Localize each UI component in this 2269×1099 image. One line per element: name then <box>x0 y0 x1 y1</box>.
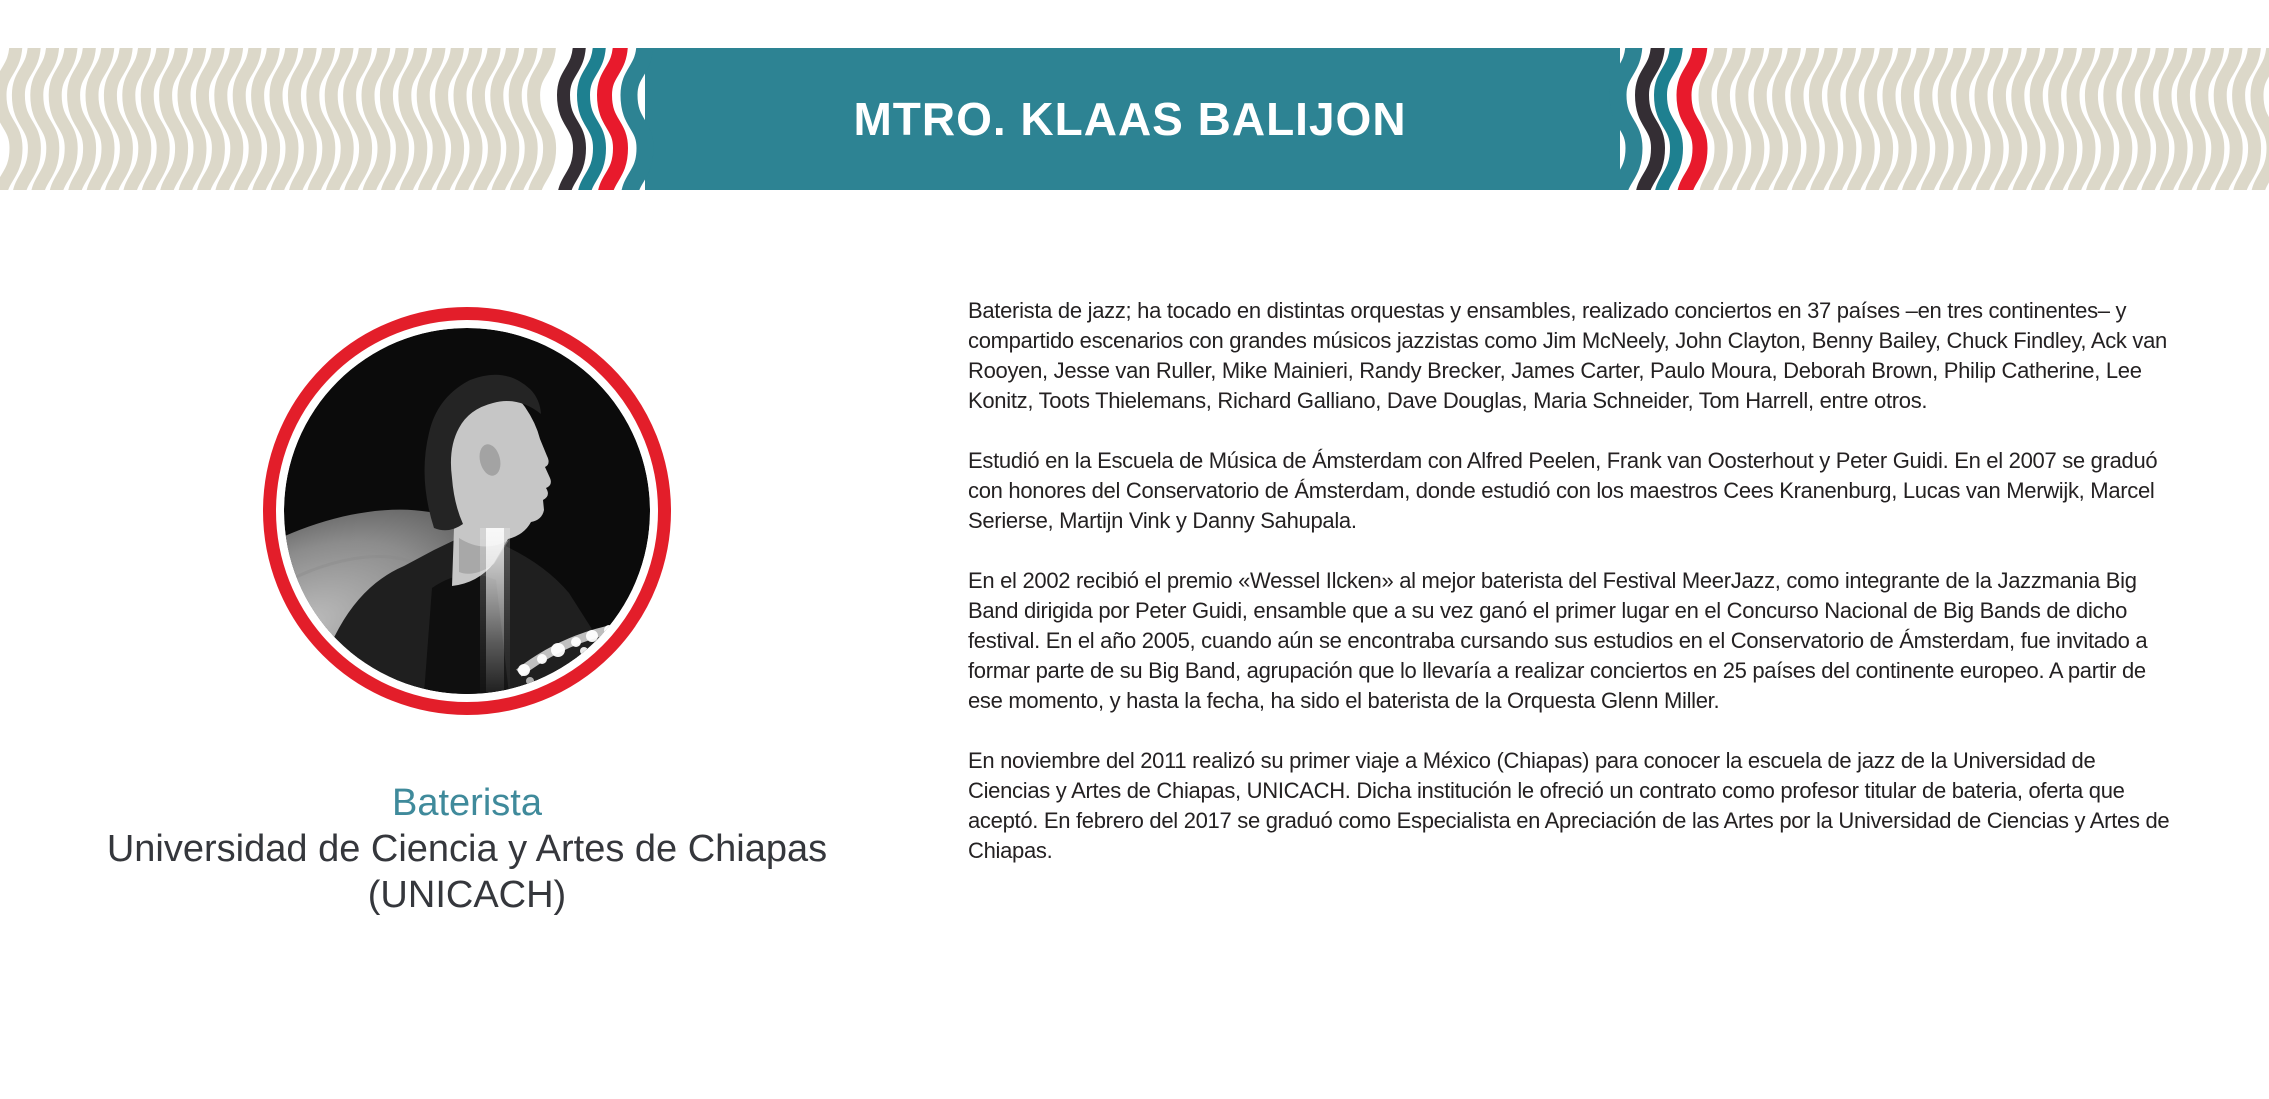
bio-paragraph-4: En noviembre del 2011 realizó su primer viaje a México (Chiapas) para conocer la escuela de jazz de la Universidad de Ciencias y Artes de Chiapas, UNICACH. Dicha institución le ofreció un contrato como profesor titular de bateria, oferta que aceptó. En febrero del 2017 se graduó como Especialista en Apreciación de las Artes por la Universidad de Ciencias y Artes de Chiapas. <box>968 748 2170 863</box>
institution-name: Universidad de Ciencia y Artes de Chiapas <box>106 828 828 870</box>
page-title: MTRO. KLAAS BALIJON <box>853 93 1407 145</box>
role-label: Baterista <box>392 782 542 824</box>
photo-ring <box>263 307 671 715</box>
institution-abbr: (UNICACH) <box>367 874 567 916</box>
bio-paragraph-1: Baterista de jazz; ha tocado en distintas orquestas y ensambles, realizado conciertos en 37 países –en tres continentes– y compartido escenarios con grandes músicos jazzistas como Jim McNeely, John Clayton, Benny Bailey, Chuck Findley, Ack van Rooyen, Jesse van Ruller, Mike Mainieri, Randy Brecker, James Carter, Paulo Moura, Deborah Brown, Philip Catherine, Lee Konitz, Toots Thielemans, Richard Galliano, Dave Douglas, Maria Schneider, Tom Harrell, entre otros. <box>968 298 2167 413</box>
drummer-photo <box>284 328 650 694</box>
bio-paragraph-2: Estudió en la Escuela de Música de Ámsterdam con Alfred Peelen, Frank van Oosterhout y Peter Guidi. En el 2007 se graduó con honores del Conservatorio de Ámsterdam, donde estudió con los maestros Cees Kranenburg, Lucas van Merwijk, Marcel Serierse, Martijn Vink y Danny Sahupala. <box>968 448 2158 533</box>
bio-paragraph-3: En el 2002 recibió el premio «Wessel Ilcken» al mejor baterista del Festival MeerJazz, como integrante de la Jazzmania Big Band dirigida por Peter Guidi, ensamble que a su vez ganó el primer lugar en el Concurso Nacional de Big Bands de dicho festival. En el año 2005, cuando aún se encontraba cursando sus estudios en el Conservatorio de Ámsterdam, fue invitado a formar parte de su Big Band, agrupación que lo llevaría a realizar conciertos en 25 países del continente europeo. A partir de ese momento, y hasta la fecha, ha sido el baterista de la Orquesta Glenn Miller. <box>968 568 2148 713</box>
photo-caption <box>92 780 842 918</box>
bio-text <box>968 296 2172 896</box>
